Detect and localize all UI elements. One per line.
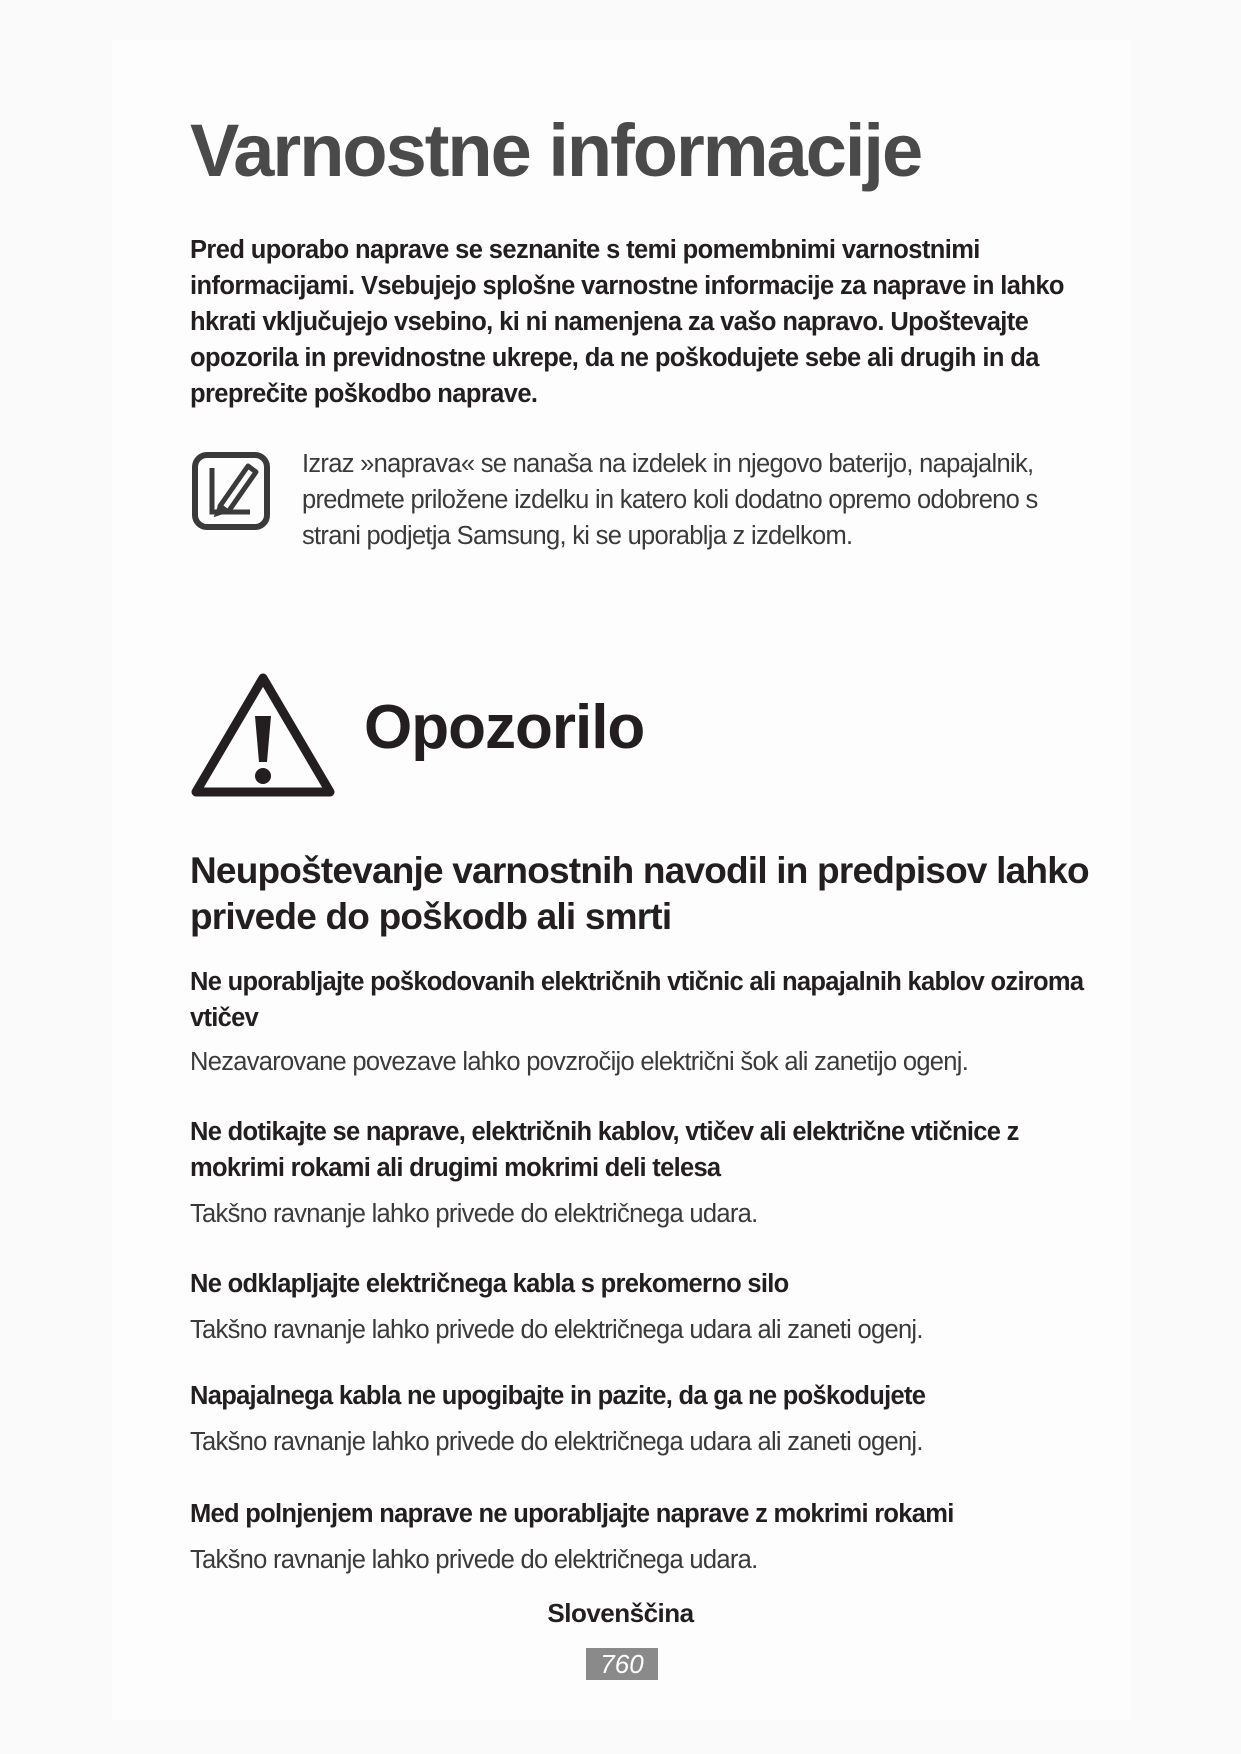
page-number: 760	[586, 1648, 658, 1680]
warning-title: Opozorilo	[364, 693, 645, 762]
footer-language: Slovenščina	[547, 1598, 694, 1628]
item-body: Takšno ravnanje lahko privede do električnega udara ali zaneti ogenj.	[190, 1316, 923, 1344]
item-body: Takšno ravnanje lahko privede do električnega udara.	[190, 1546, 758, 1574]
item-heading: Ne uporabljajte poškodovanih električnih vtičnic ali napajalnih kablov oziroma vtičev	[190, 968, 1084, 1032]
page-title: Varnostne informacije	[190, 109, 922, 192]
item-heading: Ne odklapljajte električnega kabla s prekomerno silo	[190, 1270, 789, 1298]
item-heading: Med polnjenjem naprave ne uporabljajte naprave z mokrimi rokami	[190, 1500, 954, 1528]
item-heading: Napajalnega kabla ne upogibajte in pazite, da ga ne poškodujete	[190, 1382, 926, 1410]
item-body: Takšno ravnanje lahko privede do električnega udara ali zaneti ogenj.	[190, 1428, 923, 1456]
section-title: Neupoštevanje varnostnih navodil in predpisov lahko privede do poškodb ali smrti	[190, 850, 1089, 937]
item-body: Takšno ravnanje lahko privede do električnega udara.	[190, 1200, 758, 1228]
note-text: Izraz »naprava« se nanaša na izdelek in njegovo baterijo, napajalnik, predmete priložene izdelku in katero koli dodatno opremo odobreno s strani podjetja Samsung, ki se uporablja z izdelkom.	[302, 450, 1038, 550]
item-heading: Ne dotikajte se naprave, električnih kablov, vtičev ali električne vtičnice z mokrimi rokami ali drugimi mokrimi deli telesa	[190, 1118, 1019, 1182]
intro-paragraph: Pred uporabo naprave se seznanite s temi pomembnimi varnostnimi informacijami. Vsebujejo splošne varnostne informacije za naprave in lahko hkrati vključujejo vsebino, ki ni namenjena za vašo napravo. Upoštevajte opozorila in previdnostne ukrepe, da ne poškodujete sebe ali drugih in da preprečite poškodbo naprave.	[190, 236, 1064, 408]
note-pencil-icon	[190, 450, 272, 532]
item-body: Nezavarovane povezave lahko povzročijo električni šok ali zanetijo ogenj.	[190, 1048, 969, 1076]
warning-triangle-icon	[190, 670, 336, 800]
